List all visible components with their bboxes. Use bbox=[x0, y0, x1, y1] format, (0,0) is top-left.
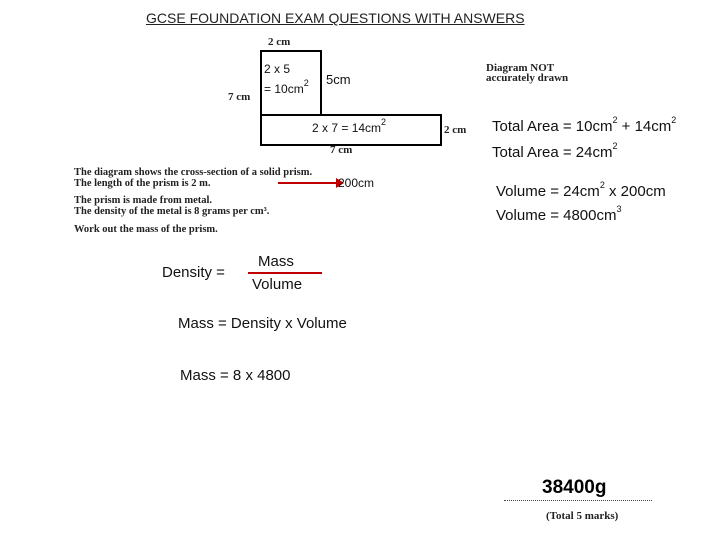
final-answer: 38400g bbox=[542, 477, 607, 498]
volume-line2: Volume = $4800cm^3$ bbox=[496, 204, 622, 224]
lower-area-calc: 2 x $7 = 14cm^2$ bbox=[312, 117, 387, 135]
formula-denominator-volume: Volume bbox=[252, 276, 303, 293]
not-accurately-drawn-note: Diagram NOT accurately drawn bbox=[486, 62, 569, 84]
density-label: Density = bbox=[162, 264, 225, 281]
upper-area-calc-line2: = $10cm^2$ bbox=[264, 78, 309, 96]
upper-area-calc-line1: 2 x 5 bbox=[264, 62, 291, 76]
top-width-label: 2 cm bbox=[268, 36, 291, 48]
volume-line1: Volume = $24cm^2$ x 200cm bbox=[496, 180, 666, 200]
answer-line bbox=[504, 500, 652, 501]
question-text: The diagram shows the cross-section of a solid prism. The length of the prism is 2 m. The prism is made from metal. The density of the metal is 8 grams per cm³. Work out the mass of the prism. bbox=[74, 167, 313, 235]
total-area-line2: Total Area = $24cm^2$ bbox=[492, 141, 618, 161]
formula-numerator-mass: Mass bbox=[258, 253, 294, 270]
page-title: GCSE FOUNDATION EXAM QUESTIONS WITH ANSWERS bbox=[146, 10, 525, 26]
length-conversion-200cm: 200cm bbox=[338, 176, 375, 190]
left-height-label: 7 cm bbox=[228, 91, 251, 103]
mass-calculation: Mass = 8 x 4800 bbox=[180, 367, 291, 384]
total-area-line1: Total Area = $10cm^2 + 14cm^2$ bbox=[492, 115, 677, 135]
right-height-label: 2 cm bbox=[444, 124, 467, 136]
bottom-width-label: 7 cm bbox=[330, 144, 353, 156]
side-length-5cm: 5cm bbox=[326, 72, 351, 87]
mass-formula: Mass = Density x Volume bbox=[178, 315, 347, 332]
total-marks: (Total 5 marks) bbox=[546, 510, 619, 522]
conversion-arrow bbox=[276, 176, 346, 190]
fraction-bar bbox=[248, 272, 322, 274]
